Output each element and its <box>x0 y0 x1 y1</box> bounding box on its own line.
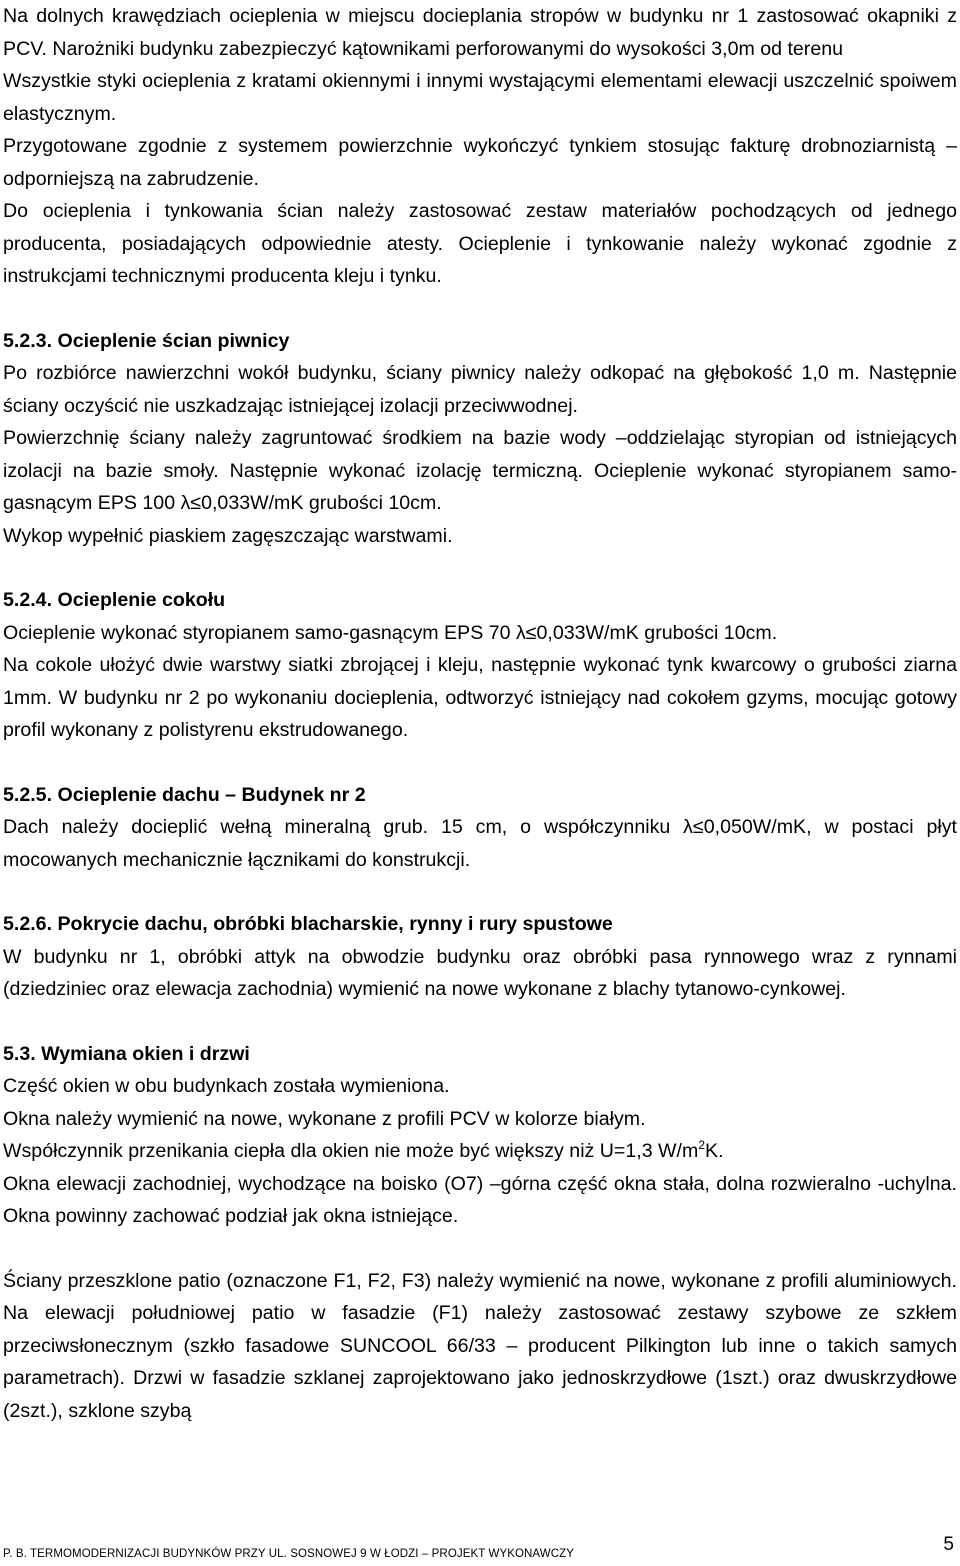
document-body <box>3 0 957 1427</box>
section-heading: 5.2.3. Ocieplenie ścian piwnicy <box>3 329 290 352</box>
section-heading: 5.3. Wymiana okien i drzwi <box>3 1042 250 1065</box>
paragraph: W budynku nr 1, obróbki attyk na obwodzie budynku oraz obróbki pasa rynnowego wraz z rynnami (dziedziniec oraz elewacja zachodnia) wymienić na nowe wykonane z blachy tytanowo-cynkowej. <box>3 945 957 1000</box>
paragraph-text: Współczynnik przenikania ciepła dla okien nie może być większy niż U=1,3 W/m <box>3 1140 699 1162</box>
section-heading: 5.2.5. Ocieplenie dachu – Budynek nr 2 <box>3 783 366 806</box>
section-spacer <box>3 1006 957 1038</box>
paragraph: Okna należy wymienić na nowe, wykonane z profili PCV w kolorze białym. <box>3 1107 646 1130</box>
section-spacer <box>3 876 957 908</box>
page-footer: P. B. TERMOMODERNIZACJI BUDYNKÓW PRZY UL. SOSNOWEJ 9 W ŁODZI – PROJEKT WYKONAWCZY <box>3 1548 575 1560</box>
section-heading: 5.2.6. Pokrycie dachu, obróbki blacharskie, rynny i rury spustowe <box>3 913 613 935</box>
section-heading: 5.2.4. Ocieplenie cokołu <box>3 589 226 611</box>
paragraph: Okna elewacji zachodniej, wychodzące na boisko (O7) –górna część okna stała, dolna rozwieralno -uchylna. Okna powinny zachować podział jak okna istniejące. <box>3 1172 957 1227</box>
paragraph: Ściany przeszklone patio (oznaczone F1, F2, F3) należy wymienić na nowe, wykonane z profili aluminiowych. Na elewacji południowej patio w fasadzie (F1) należy zastosować zestawy szybowe ze szkłem przeciwsłonecznym (szkło fasadowe SUNCOOL 66/33 – producent Pilkington lub inne o takich samych parametrach). Drzwi w fasadzie szklanej zaprojektowano jako jednoskrzydłowe (1szt.) oraz dwuskrzydłowe (2szt.), szklone szybą <box>3 1269 957 1422</box>
section-spacer <box>3 552 957 584</box>
paragraph: Na cokole ułożyć dwie warstwy siatki zbrojącej i kleju, następnie wykonać tynk kwarcowy o grubości ziarna 1mm. W budynku nr 2 po wykonaniu docieplenia, odtworzyć istniejący nad cokołem gzyms, mocując gotowy profil wykonany z polistyrenu ekstrudowanego. <box>3 654 957 741</box>
paragraph: Wykop wypełnić piaskiem zagęszczając warstwami. <box>3 524 453 547</box>
superscript: 2 <box>698 1138 706 1152</box>
paragraph: Dach należy docieplić wełną mineralną grub. 15 cm, o współczynniku λ≤0,050W/mK, w postaci płyt mocowanych mechanicznie łącznikami do konstrukcji. <box>3 816 957 871</box>
page-number: 5 <box>943 1534 954 1555</box>
paragraph-text-tail: K. <box>705 1140 724 1162</box>
section-spacer <box>3 1233 957 1265</box>
paragraph: Ocieplenie wykonać styropianem samo-gasnącym EPS 70 λ≤0,033W/mK grubości 10cm. <box>3 621 778 644</box>
paragraph: Po rozbiórce nawierzchni wokół budynku, ściany piwnicy należy odkopać na głębokość 1,0 m. Następnie ściany oczyścić nie uszkadzając istniejącej izolacji przeciwwodnej. <box>3 362 957 417</box>
section-spacer <box>3 747 957 779</box>
section-spacer <box>3 293 957 325</box>
paragraph: Na dolnych krawędziach ocieplenia w miejscu docieplania stropów w budynku nr 1 zastosować okapniki z PCV. Narożniki budynku zabezpieczyć kątownikami perforowanymi do wysokości 3,0m od terenu <box>3 5 957 60</box>
paragraph <box>3 1135 957 1168</box>
paragraph: Do ocieplenia i tynkowania ścian należy zastosować zestaw materiałów pochodzących od jednego producenta, posiadających odpowiednie atesty. Ocieplenie i tynkowanie należy wykonać zgodnie z instrukcjami technicznymi producenta kleju i tynku. <box>3 200 957 287</box>
paragraph: Wszystkie styki ocieplenia z kratami okiennymi i innymi wystającymi elementami elewacji uszczelnić spoiwem elastycznym. <box>3 70 957 125</box>
paragraph: Część okien w obu budynkach została wymieniona. <box>3 1075 450 1097</box>
paragraph: Przygotowane zgodnie z systemem powierzchnie wykończyć tynkiem stosując fakturę drobnoziarnistą –odporniejszą na zabrudzenie. <box>3 135 957 190</box>
paragraph: Powierzchnię ściany należy zagruntować środkiem na bazie wody –oddzielając styropian od istniejących izolacji na bazie smoły. Następnie wykonać izolację termiczną. Ocieplenie wykonać styropianem samo-gasnącym EPS 100 λ≤0,033W/mK grubości 10cm. <box>3 427 957 514</box>
